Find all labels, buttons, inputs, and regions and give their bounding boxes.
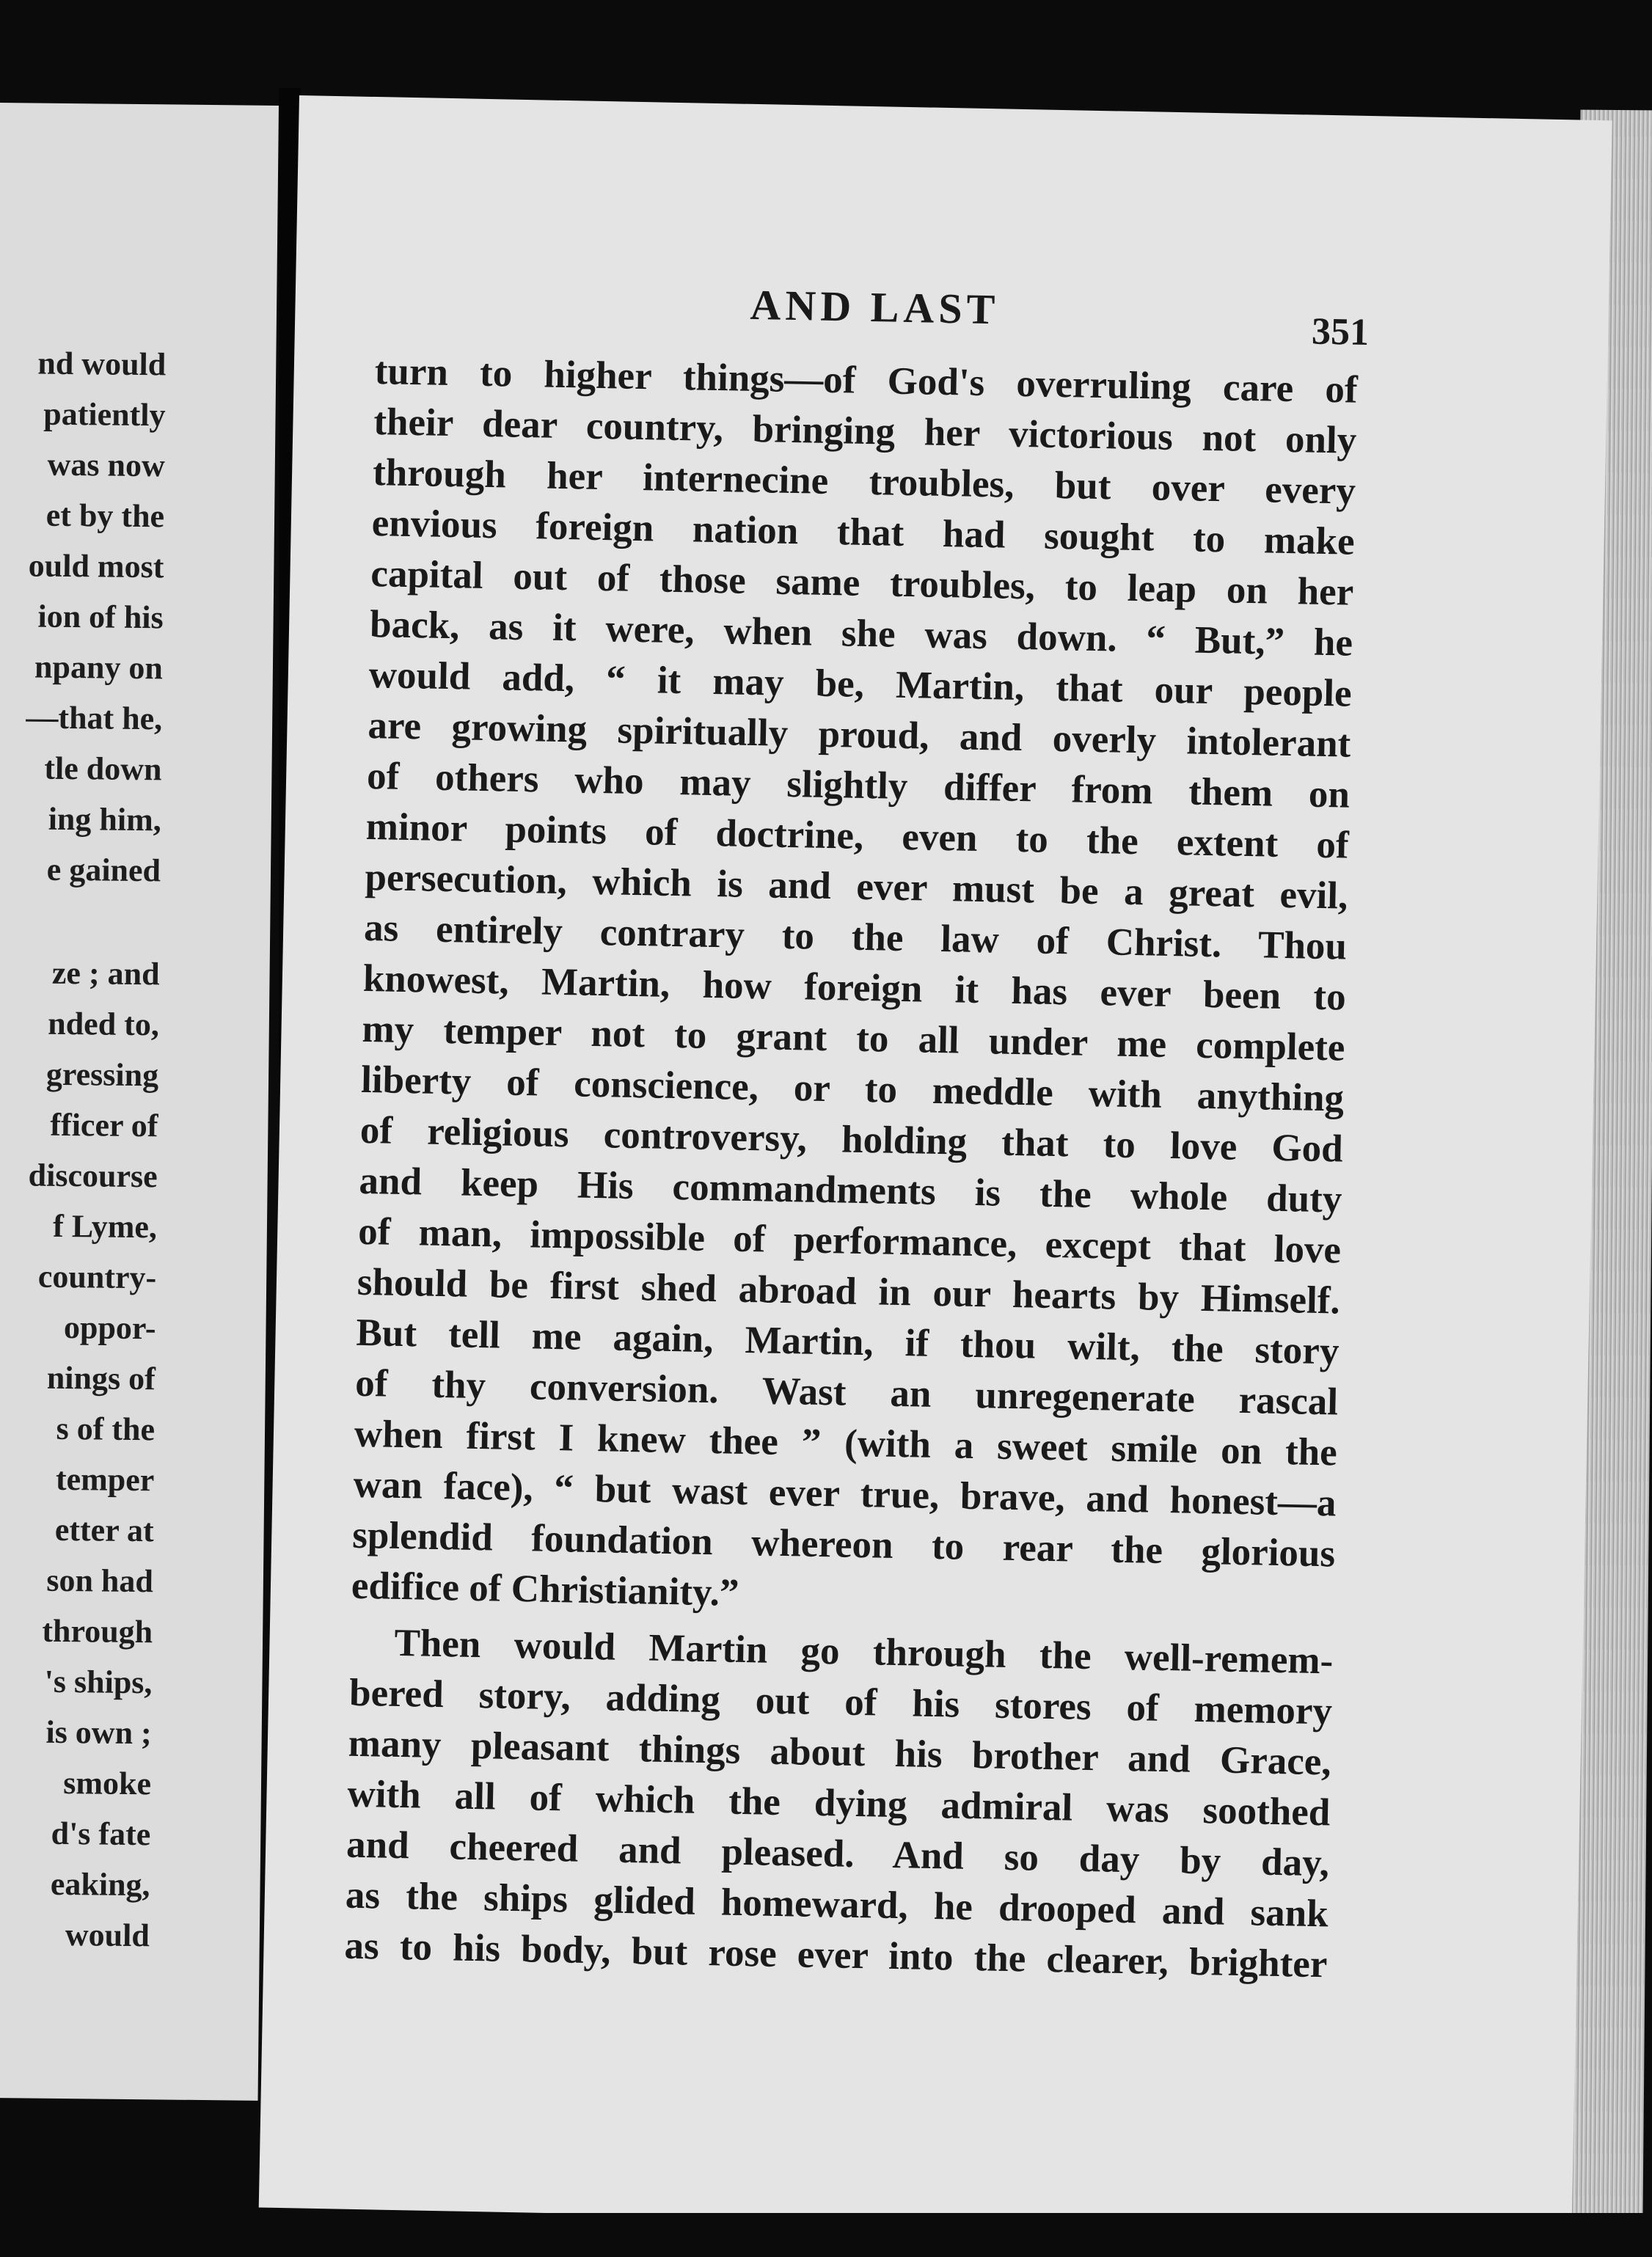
scan-bottom-shadow <box>0 2213 1652 2257</box>
left-line: eaking, <box>50 1865 150 1903</box>
text-line: of religious controversy, holding that to love God <box>359 1108 1344 1171</box>
text-line: as the ships glided homeward, he drooped and sank <box>345 1873 1329 1936</box>
left-line: country- <box>37 1258 157 1296</box>
left-line: —that he, <box>26 699 163 737</box>
text-line: But tell me again, Martin, if thou wilt, the story <box>356 1311 1339 1373</box>
text-line: persecution, which is and ever must be a great evil, <box>364 855 1348 918</box>
text-line: turn to higher things—of God's overruling care of <box>374 350 1359 411</box>
text-line: bered story, adding out of his stores of memory <box>348 1671 1333 1733</box>
left-line: is own ; <box>45 1713 152 1752</box>
text-line: of thy conversion. Wast an unregenerate rascal <box>354 1361 1339 1424</box>
text-line: should be first shed abroad in our hearts by Himself. <box>357 1260 1341 1323</box>
left-line: patiently <box>43 395 166 434</box>
left-line: s of the <box>56 1410 156 1448</box>
left-line: oppor- <box>63 1309 156 1347</box>
text-line: of man, impossible of performance, except that love <box>357 1210 1342 1272</box>
left-line: etter at <box>54 1511 154 1549</box>
text-line: wan face), “ but wast ever true, brave, and honest—a <box>353 1463 1337 1525</box>
left-line: nded to, <box>48 1005 160 1043</box>
left-line: ion of his <box>37 598 164 636</box>
text-line: when first I knew thee ” (with a sweet smile on the <box>354 1412 1338 1474</box>
left-line: through <box>42 1612 153 1650</box>
page-number: 351 <box>1311 310 1370 354</box>
left-line: 's ships, <box>44 1663 153 1701</box>
left-page <box>0 103 279 2101</box>
text-line: of others who may slightly differ from them on <box>366 754 1351 816</box>
text-line: would add, “ it may be, Martin, that our people <box>368 653 1353 715</box>
text-line: many pleasant things about his brother and Grace, <box>348 1722 1332 1784</box>
left-line: nings of <box>46 1359 156 1397</box>
left-line: et by the <box>45 497 165 535</box>
text-line: and keep His commandments is the whole duty <box>359 1159 1342 1221</box>
text-line: liberty of conscience, or to meddle with anything <box>360 1058 1345 1120</box>
left-line: son had <box>46 1562 154 1600</box>
left-line: would <box>65 1917 150 1954</box>
left-line: ing him, <box>48 800 162 838</box>
left-line: tle down <box>44 750 162 788</box>
left-line: f Lyme, <box>52 1207 158 1245</box>
left-line: smoke <box>62 1765 152 1802</box>
text-line: their dear country, bringing her victorious not only <box>373 400 1357 462</box>
left-page-text <box>13 337 167 1961</box>
left-line-gap <box>23 894 161 948</box>
text-line: capital out of those same troubles, to leap on her <box>370 552 1354 614</box>
text-line: as entirely contrary to the law of Christ. Thou <box>363 906 1348 968</box>
text-line: and cheered and pleased. And so day by day, <box>346 1823 1330 1885</box>
text-line: through her internecine troubles, but over every <box>372 451 1356 513</box>
left-line: discourse <box>28 1157 158 1195</box>
left-line: e gained <box>46 851 161 889</box>
text-line: Then would Martin go through the well-remem- <box>393 1621 1334 1683</box>
left-line: temper <box>55 1460 155 1499</box>
left-line: fficer of <box>50 1106 158 1144</box>
text-line: knowest, Martin, how foreign it has ever been to <box>362 956 1347 1019</box>
left-line: gressing <box>45 1056 159 1094</box>
text-line: my temper not to grant to all under me complete <box>362 1007 1345 1069</box>
left-line: ould most <box>28 547 164 585</box>
text-line: minor points of doctrine, even to the extent of <box>365 805 1350 867</box>
right-page <box>259 95 1612 2233</box>
left-line: d's fate <box>51 1815 151 1853</box>
text-line: as to his body, but rose ever into the clearer, brighter <box>344 1924 1328 1986</box>
text-line: are growing spiritually proud, and overly intolerant <box>367 703 1351 766</box>
text-line: splendid foundation whereon to rear the glorious <box>351 1513 1336 1576</box>
left-line: ze ; and <box>51 954 160 992</box>
left-line: npany on <box>34 648 164 687</box>
text-line: envious foreign nation that had sought to make <box>371 502 1356 563</box>
left-line: nd would <box>37 345 167 383</box>
body-text <box>344 346 1358 1990</box>
running-header: AND LAST <box>750 280 1000 334</box>
text-line: with all of which the dying admiral was soothed <box>347 1772 1331 1835</box>
text-line: back, as it were, when she was down. “ But,” he <box>369 602 1353 665</box>
text-line: edifice of Christianity.” <box>351 1564 739 1614</box>
left-line: was now <box>47 446 166 484</box>
